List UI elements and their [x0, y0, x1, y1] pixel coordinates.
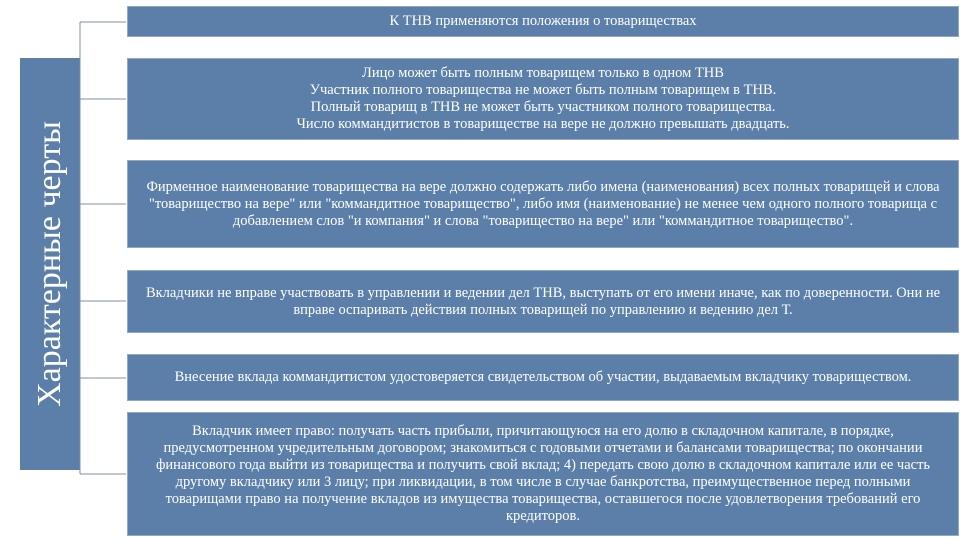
item-text: Лицо может быть полным товарищем только в одном ТНВ Участник полного товарищества не может быть полным товарищем в ТНВ. Полный товарищ в ТНВ не может быть участником полного товарищества. Число коммандитистов в товариществе на вере не должно превышать двадцать.: [296, 65, 790, 132]
item-box: [127, 354, 959, 401]
item-box: [127, 270, 959, 333]
item-text: Вкладчик имеет право: получать часть прибыли, причитающуюся на его долю в складочном капитале, в порядке, предусмотренном учредительным договором; знакомиться с годовыми отчетами и балансами товарищества; по окончании финансового года выйти из товарищества и получить свой вклад; 4) передать свою долю в складочном капитале или ее часть другому вкладчику или 3 лицу; при ликвидации, в том числе в случае банкротства, преимущественное перед полными товарищами право на получение вкладов из имущества товарищества, оставшегося после удовлетворения требований его кредиторов.: [155, 423, 931, 524]
item-text: К ТНВ применяются положения о товариществах: [389, 13, 697, 29]
item-box: [127, 6, 959, 37]
item-text: Внесение вклада коммандитистом удостоверяется свидетельством об участии, выдаваемым вкладчику товариществом.: [174, 369, 912, 385]
item-text: Вкладчики не вправе участвовать в управлении и ведении дел ТНВ, выступать от его имени иначе, как по доверенности. Они не вправе оспаривать действия полных товарищей по управлению и ведению дел Т.: [145, 284, 941, 318]
item-text: Фирменное наименование товарищества на вере должно содержать либо имена (наименования) всех полных товарищей и слова "товарищество на вере" или "коммандитное товарищество", либо имя (наименование) не менее чем одного полного товарища с добавлением слов "и компания" и слова "товарищество на вере" или "коммандитное товарищество".: [146, 178, 940, 229]
item-box: [127, 412, 959, 536]
item-box: [127, 58, 959, 140]
root-label: Характерные черты: [31, 121, 68, 407]
item-box: [127, 160, 959, 248]
